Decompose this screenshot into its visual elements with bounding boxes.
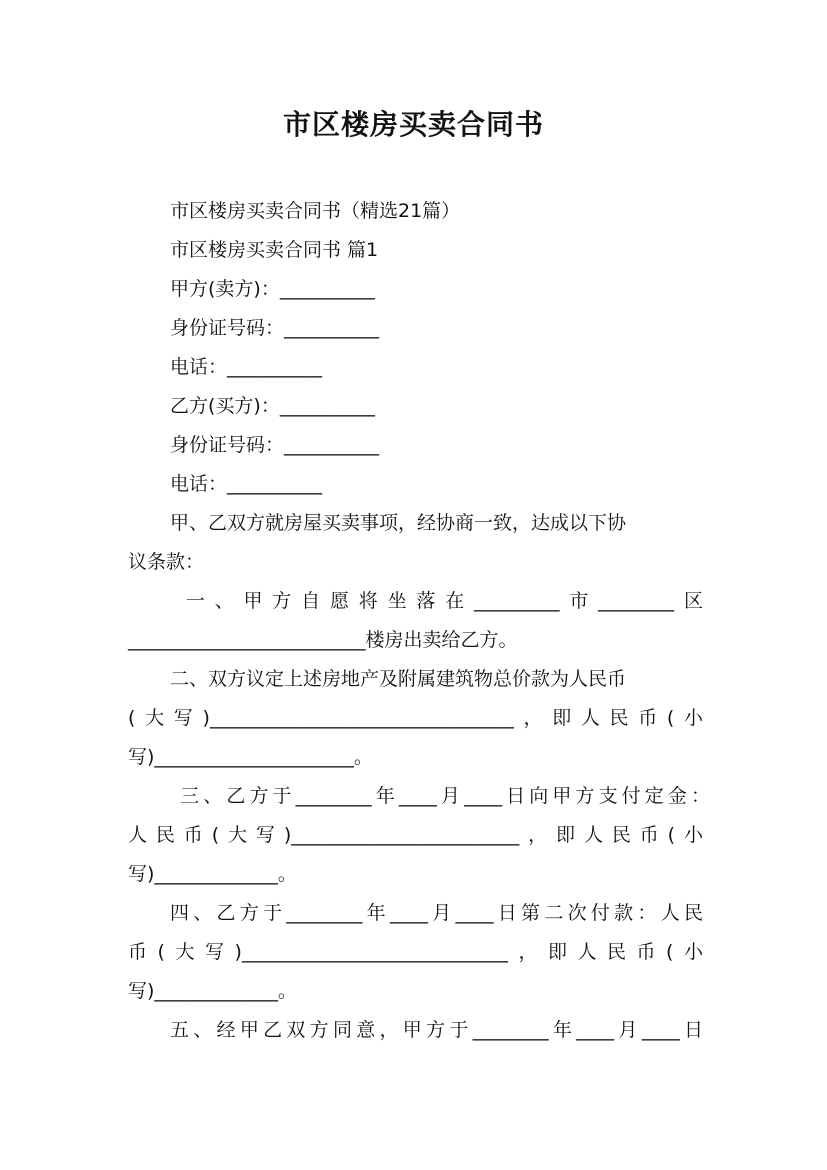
clause-2-line: 二、双方议定上述房地产及附属建筑物总价款为人民币 — [170, 668, 627, 690]
clause-4-line: 四、乙方于________年____月____日第二次付款：人民 — [170, 902, 703, 924]
clause-2-line: (大写)________________________________，即人民币(小 — [128, 707, 703, 729]
clause-1-line: _________________________楼房出卖给乙方。 — [128, 629, 518, 651]
clause-5-line: 五、经甲乙双方同意，甲方于________年____月____日 — [170, 1019, 703, 1041]
seller-field: 甲方(卖方)：__________ — [170, 278, 375, 300]
seller-id-field: 身份证号码：__________ — [170, 317, 380, 339]
subtitle-line: 市区楼房买卖合同书（精选21篇） — [170, 200, 461, 222]
intro-paragraph-line: 议条款： — [128, 551, 205, 573]
intro-paragraph-line: 甲、乙双方就房屋买卖事项，经协商一致，达成以下协 — [170, 512, 627, 534]
clause-3-line: 人民币(大写)________________________，即人民币(小 — [128, 824, 703, 846]
buyer-id-field: 身份证号码：__________ — [170, 434, 380, 456]
clause-2-line: 写)_____________________。 — [128, 746, 373, 768]
clause-3-line: 三、乙方于________年____月____日向甲方支付定金： — [170, 785, 710, 807]
clause-4-line: 写)_____________。 — [128, 980, 297, 1002]
clause-3-line: 写)_____________。 — [128, 863, 297, 885]
document-title: 市区楼房买卖合同书 — [282, 108, 544, 141]
buyer-phone-field: 电话：__________ — [170, 473, 323, 495]
clause-4-line: 币(大写)____________________________，即人民币(小 — [128, 941, 703, 963]
buyer-field: 乙方(买方)：__________ — [170, 395, 375, 417]
clause-1-line: 一、甲方自愿将坐落在_________市________区 — [170, 590, 703, 612]
section-heading: 市区楼房买卖合同书 篇1 — [170, 239, 379, 261]
seller-phone-field: 电话：__________ — [170, 356, 323, 378]
